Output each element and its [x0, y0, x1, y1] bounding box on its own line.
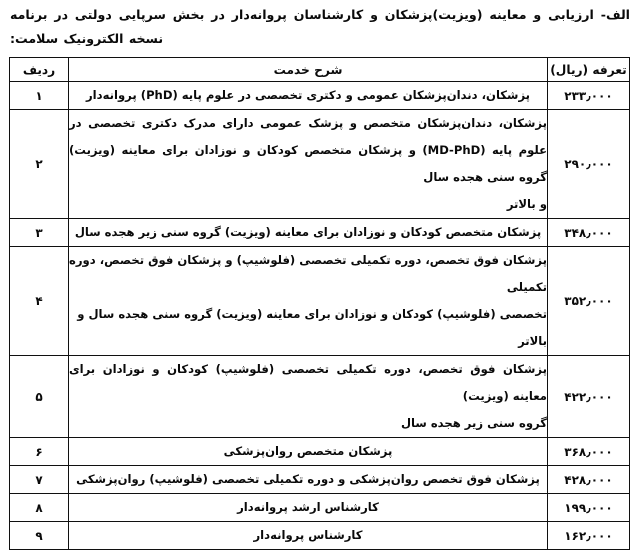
service-description — [69, 438, 548, 466]
description-line: پزشکان، دندان‌پزشکان متخصص و پزشک عمومی دارای مدرک دکتری تخصصی در علوم پایه — [69, 116, 547, 157]
service-description — [69, 219, 548, 247]
header-description: شرح خدمت — [69, 58, 548, 82]
row-number: ۵ — [10, 356, 69, 438]
row-number: ۹ — [10, 522, 69, 550]
description-line: پزشکان متخصص کودکان و نوزادان برای معاینه (ویزیت) گروه سنی زیر هجده سال — [74, 225, 542, 239]
intro-paragraph — [0, 0, 640, 51]
tariff-value: ۲۳۳٫۰۰۰ — [548, 82, 630, 110]
description-line: پزشکان فوق تخصص، دوره تکمیلی تخصصی (فلوشیپ) کودکان و نوزادان برای معاینه (ویزیت) — [69, 362, 547, 403]
description-line: پزشکان فوق تخصص، دوره تکمیلی تخصصی (فلوشیپ) و پزشکان فوق تخصص، دوره تکمیلی — [69, 253, 547, 294]
description-line: پزشکان فوق تخصص روان‌پزشکی و دوره تکمیلی تخصصی (فلوشیپ) روان‌پزشکی — [76, 472, 540, 486]
service-description — [69, 247, 548, 356]
table-body — [10, 82, 630, 550]
description-line: کارشناس پروانه‌دار — [253, 528, 363, 542]
service-description — [69, 466, 548, 494]
service-description — [69, 522, 548, 550]
description-line: پزشکان، دندان‌پزشکان عمومی و دکتری تخصصی در علوم پایه (PhD) پروانه‌دار — [85, 88, 531, 102]
row-number: ۶ — [10, 438, 69, 466]
description-line: کارشناس ارشد پروانه‌دار — [237, 500, 379, 514]
row-number: ۲ — [10, 110, 69, 219]
tariff-value: ۴۲۲٫۰۰۰ — [548, 356, 630, 438]
tariff-value: ۳۶۸٫۰۰۰ — [548, 438, 630, 466]
tariff-value: ۳۵۲٫۰۰۰ — [548, 247, 630, 356]
table-row — [10, 438, 630, 466]
tariff-value: ۱۶۲٫۰۰۰ — [548, 522, 630, 550]
table-row — [10, 247, 630, 356]
tariff-value: ۴۲۸٫۰۰۰ — [548, 466, 630, 494]
description-line: تخصصی (فلوشیپ) کودکان و نوزادان برای معاینه (ویزیت) گروه سنی هجده سال و بالاتر — [77, 307, 547, 348]
table-row — [10, 219, 630, 247]
table-row — [10, 522, 630, 550]
row-number: ۴ — [10, 247, 69, 356]
table-header-row — [10, 58, 630, 82]
tariff-table — [9, 57, 630, 550]
row-number: ۱ — [10, 82, 69, 110]
tariff-value: ۱۹۹٫۰۰۰ — [548, 494, 630, 522]
table-row — [10, 356, 630, 438]
intro-line-2: نسخه الکترونیک سلامت: — [10, 31, 164, 46]
service-description — [69, 494, 548, 522]
service-description — [69, 82, 548, 110]
row-number: ۸ — [10, 494, 69, 522]
table-row — [10, 494, 630, 522]
tariff-value: ۲۹۰٫۰۰۰ — [548, 110, 630, 219]
service-description — [69, 356, 548, 438]
table-row — [10, 110, 630, 219]
description-line: و بالاتر — [506, 197, 547, 211]
description-line: پزشکان متخصص روان‌پزشکی — [223, 444, 393, 458]
table-row — [10, 466, 630, 494]
tariff-value: ۳۴۸٫۰۰۰ — [548, 219, 630, 247]
header-tariff: تعرفه (ریال) — [548, 58, 630, 82]
row-number: ۷ — [10, 466, 69, 494]
header-row-no: ردیف — [10, 58, 69, 82]
description-line: (MD-PhD) و پزشکان متخصص کودکان و نوزادان برای معاینه (ویزیت) گروه سنی هجده سال — [69, 143, 547, 184]
row-number: ۳ — [10, 219, 69, 247]
description-line: گروه سنی زیر هجده سال — [400, 416, 547, 430]
service-description — [69, 110, 548, 219]
table-row — [10, 82, 630, 110]
intro-line-1: الف- ارزیابی و معاینه (ویزیت)پزشکان و کارشناسان پروانه‌دار در بخش سرپایی دولتی در برنامه — [10, 7, 630, 22]
